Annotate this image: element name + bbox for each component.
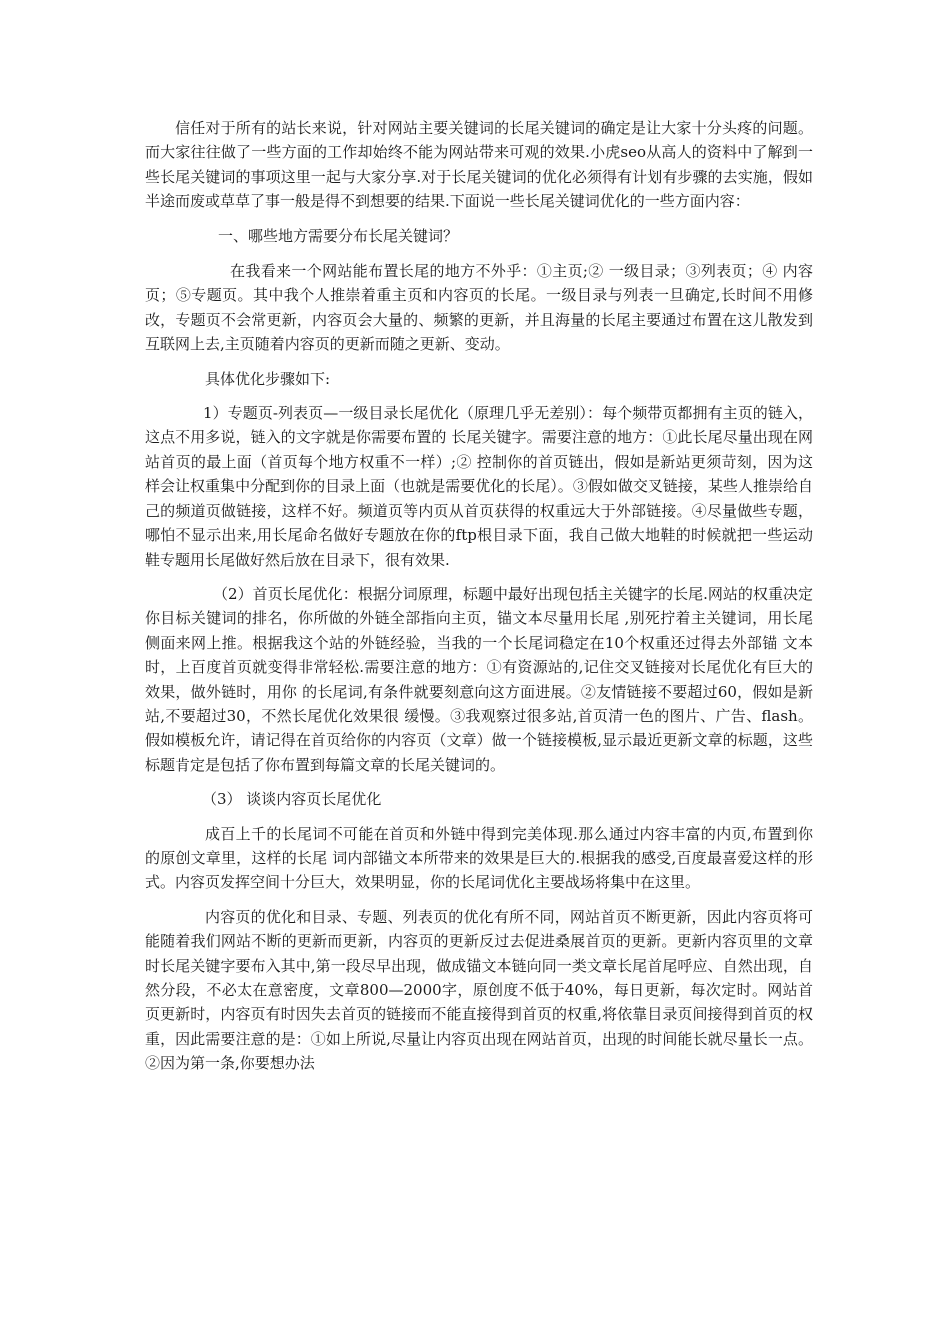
content-page-paragraph-2: 内容页的优化和目录、专题、列表页的优化有所不同，网站首页不断更新，因此内容页将可能随着我们网站不断的更新而更新，内容页的更新反过去促进桑展首页的更新。更新内容页里的文章时长尾关键字要布入其中,第一段尽早出现，做成锚文本链向同一类文章长尾首尾呼应、自然出现，自然分段，不必太在意密度，文章800—2000字，原创度不低于40%，每日更新，每次定时。网站首页更新时，内容页有时因失去首页的链接而不能直接得到首页的权重,将依靠目录页间接得到首页的权重，因此需要注意的是：①如上所说,尽量让内容页出现在网站首页，出现的时间能长就尽量长一点。②因为第一条,你要想办法	[145, 907, 813, 1073]
intro-paragraph: 信任对于所有的站长来说，针对网站主要关键词的长尾关键词的确定是让大家十分头疼的问题。而大家往往做了一些方面的工作却始终不能为网站带来可观的效果.小虎seo从高人的资料中了解到一些长尾关键词的事项这里一起与大家分享.对于长尾关键词的优化必须得有计划有步骤的去实施，假如半途而废或草草了事一般是得不到想要的结果.下面说一些长尾关键词优化的一些方面内容：	[145, 119, 813, 211]
content-page-paragraph-1: 成百上千的长尾词不可能在首页和外链中得到完美体现.那么通过内容丰富的内页,布置到你的原创文章里，这样的长尾 词内部锚文本所带来的效果是巨大的.根据我的感受,百度最喜爱这样的形式。内容页发挥空间十分巨大，效果明显，你的长尾词优化主要战场将集中在这里。	[145, 824, 813, 892]
document-page	[145, 116, 813, 1086]
placement-paragraph: 在我看来一个网站能布置长尾的地方不外乎：①主页;② 一级目录；③列表页；④ 内容页；⑤专题页。其中我个人推崇着重主页和内容页的长尾。一级目录与列表一旦确定,长时间不用修改，专题页不会常更新，内容页会大量的、频繁的更新，并且海量的长尾主要通过布置在这儿散发到互联网上去,主页随着内容页的更新而随之更新、变动。	[145, 262, 813, 354]
steps-intro: 具体优化步骤如下:	[205, 369, 331, 388]
step-3-heading: （3） 谈谈内容页长尾优化	[202, 790, 382, 809]
step-2-paragraph: （2）首页长尾优化：根据分词原理，标题中最好出现包括主关键字的长尾.网站的权重决定你目标关键词的排名，你所做的外链全部指向主页，锚文本尽量用长尾 ,别死拧着主关键词，用长尾侧面来网上推。根据我这个站的外链经验，当我的一个长尾词稳定在10个权重还过得去外部锚 文本时，上百度首页就变得非常轻松.需要注意的地方：①有资源站的,记住交叉链接对长尾优化有巨大的效果，做外链时，用你 的长尾词,有条件就要刻意向这方面进展。②友情链接不要超过60，假如是新站,不要超过30，不然长尾优化效果很 缓慢。③我观察过很多站,首页清一色的图片、广告、flash。假如模板允许，请记得在首页给你的内容页（文章）做一个链接模板,显示最近更新文章的标题，这些标题肯定是包括了你布置到每篇文章的长尾关键词的。	[145, 584, 813, 774]
step-1-paragraph: 1）专题页-列表页—一级目录长尾优化（原理几乎无差别）：每个频带页都拥有主页的链入，这点不用多说，链入的文字就是你需要布置的 长尾关键字。需要注意的地方：①此长尾尽量出现在网站首页的最上面（首页每个地方权重不一样）;② 控制你的首页链出，假如是新站更须苛刻，因为这样会让权重集中分配到你的目录上面（也就是需要优化的长尾）。③假如做交叉链接，某些人推崇给自己的频道页做链接，这样不好。频道页等内页从首页获得的权重远大于外部链接。④尽量做些专题，哪怕不显示出来,用长尾命名做好专题放在你的ftp根目录下面，我自己做大地鞋的时候就把一些运动鞋专题用长尾做好然后放在目录下，很有效果.	[145, 404, 813, 569]
section-heading-1: 一、哪些地方需要分布长尾关键词？	[218, 226, 459, 245]
